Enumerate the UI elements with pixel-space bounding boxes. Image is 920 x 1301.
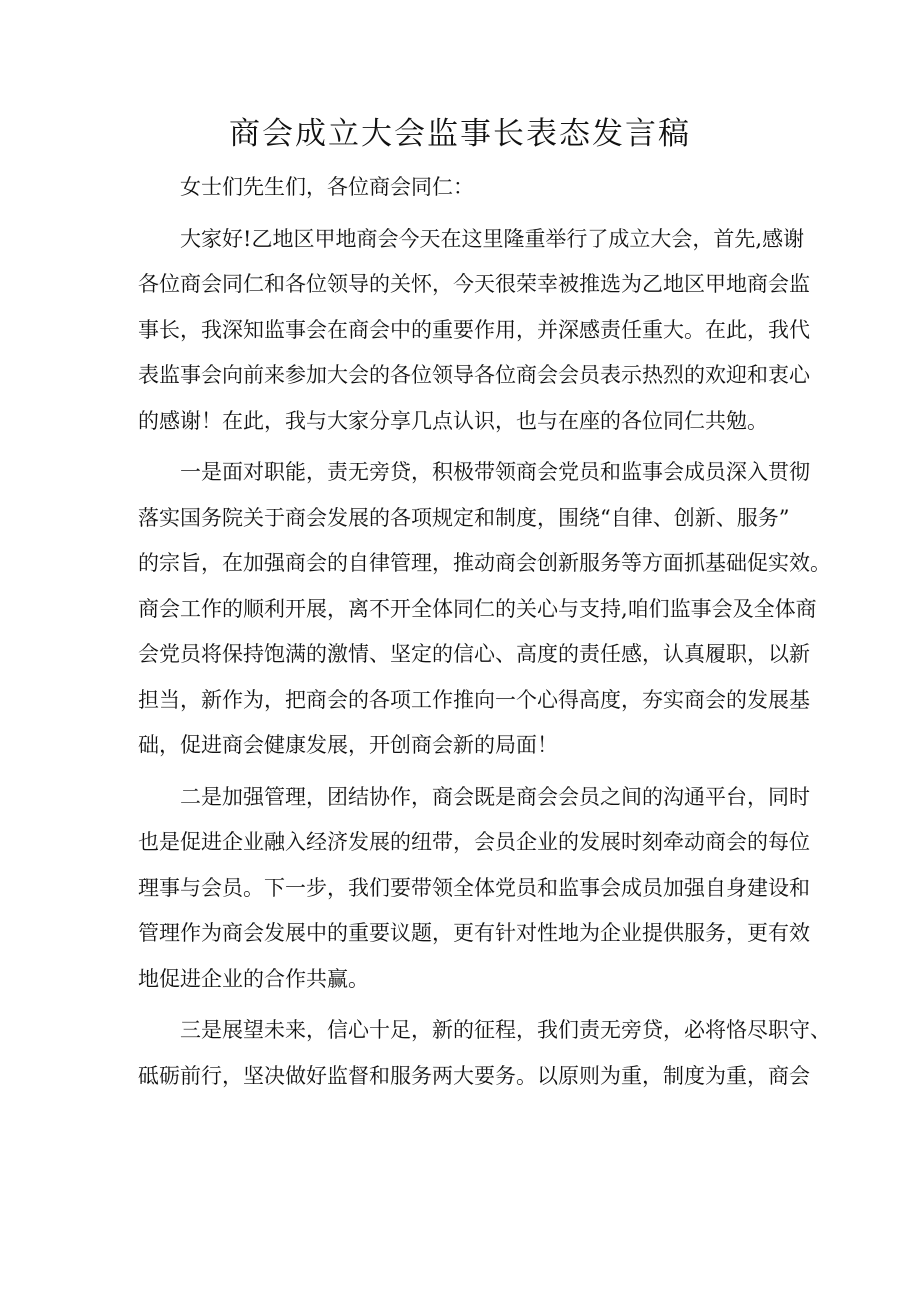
text-line: 理事与会员。下一步，我们要带领全体党员和监事会成员加强自身建设和: [138, 875, 810, 900]
text-line: 管理作为商会发展中的重要议题，更有针对性地为企业提供服务，更有效: [138, 921, 810, 945]
text-line: 女士们先生们，各位商会同仁：: [180, 175, 474, 199]
text-line: 地促进企业的合作共赢。: [138, 966, 369, 991]
text-line: 的宗旨，在加强商会的自律管理，推动商会创新服务等方面抓基础促实效。: [138, 551, 831, 575]
text-line: 础，促进商会健康发展，开创商会新的局面！: [138, 733, 558, 757]
text-line: 会党员将保持饱满的激情、坚定的信心、高度的责任感，认真履职，以新: [138, 642, 810, 666]
text-line: 商会工作的顺利开展，离不开全体同仁的关心与支持,咱们监事会及全体商: [138, 596, 817, 621]
text-line: 各位商会同仁和各位领导的关怀，今天很荣幸被推选为乙地区甲地商会监: [138, 272, 810, 296]
document-body: [138, 165, 831, 1105]
text-line: 担当，新作为，把商会的各项工作推向一个心得高度，夯实商会的发展基: [138, 687, 810, 712]
text-line: 三是展望未来，信心十足，新的征程，我们责无旁贷，必将恪尽职守、: [180, 1018, 831, 1042]
paragraph-point-one: [138, 450, 831, 769]
paragraph-point-three: [138, 1008, 831, 1099]
paragraph-point-two: [138, 775, 810, 1003]
paragraph-greeting: [138, 217, 810, 445]
document-title: 商会成立大会监事长表态发言稿: [229, 116, 691, 152]
text-line: 事长，我深知监事会在商会中的重要作用，并深感责任重大。在此，我代: [138, 317, 810, 342]
text-line: 大家好!乙地区甲地商会今天在这里隆重举行了成立大会，首先,感谢: [180, 226, 805, 251]
text-line: 的感谢！在此，我与大家分享几点认识，也与在座的各位同仁共勉。: [138, 408, 768, 433]
text-line: 落实国务院关于商会发展的各项规定和制度，围绕“自律、创新、服务”: [138, 505, 790, 530]
text-line: 二是加强管理，团结协作，商会既是商会会员之间的沟通平台，同时: [180, 784, 810, 809]
text-line: 砥砺前行，坚决做好监督和服务两大要务。以原则为重，制度为重，商会: [138, 1063, 810, 1088]
text-line: 表监事会向前来参加大会的各位领导各位商会会员表示热烈的欢迎和衷心: [138, 363, 810, 387]
paragraph-salutation: [138, 165, 788, 211]
text-line: 也是促进企业融入经济发展的纽带，会员企业的发展时刻牵动商会的每位: [138, 830, 810, 854]
text-line: 一是面对职能，责无旁贷，积极带领商会党员和监事会成员深入贯彻: [180, 460, 810, 484]
